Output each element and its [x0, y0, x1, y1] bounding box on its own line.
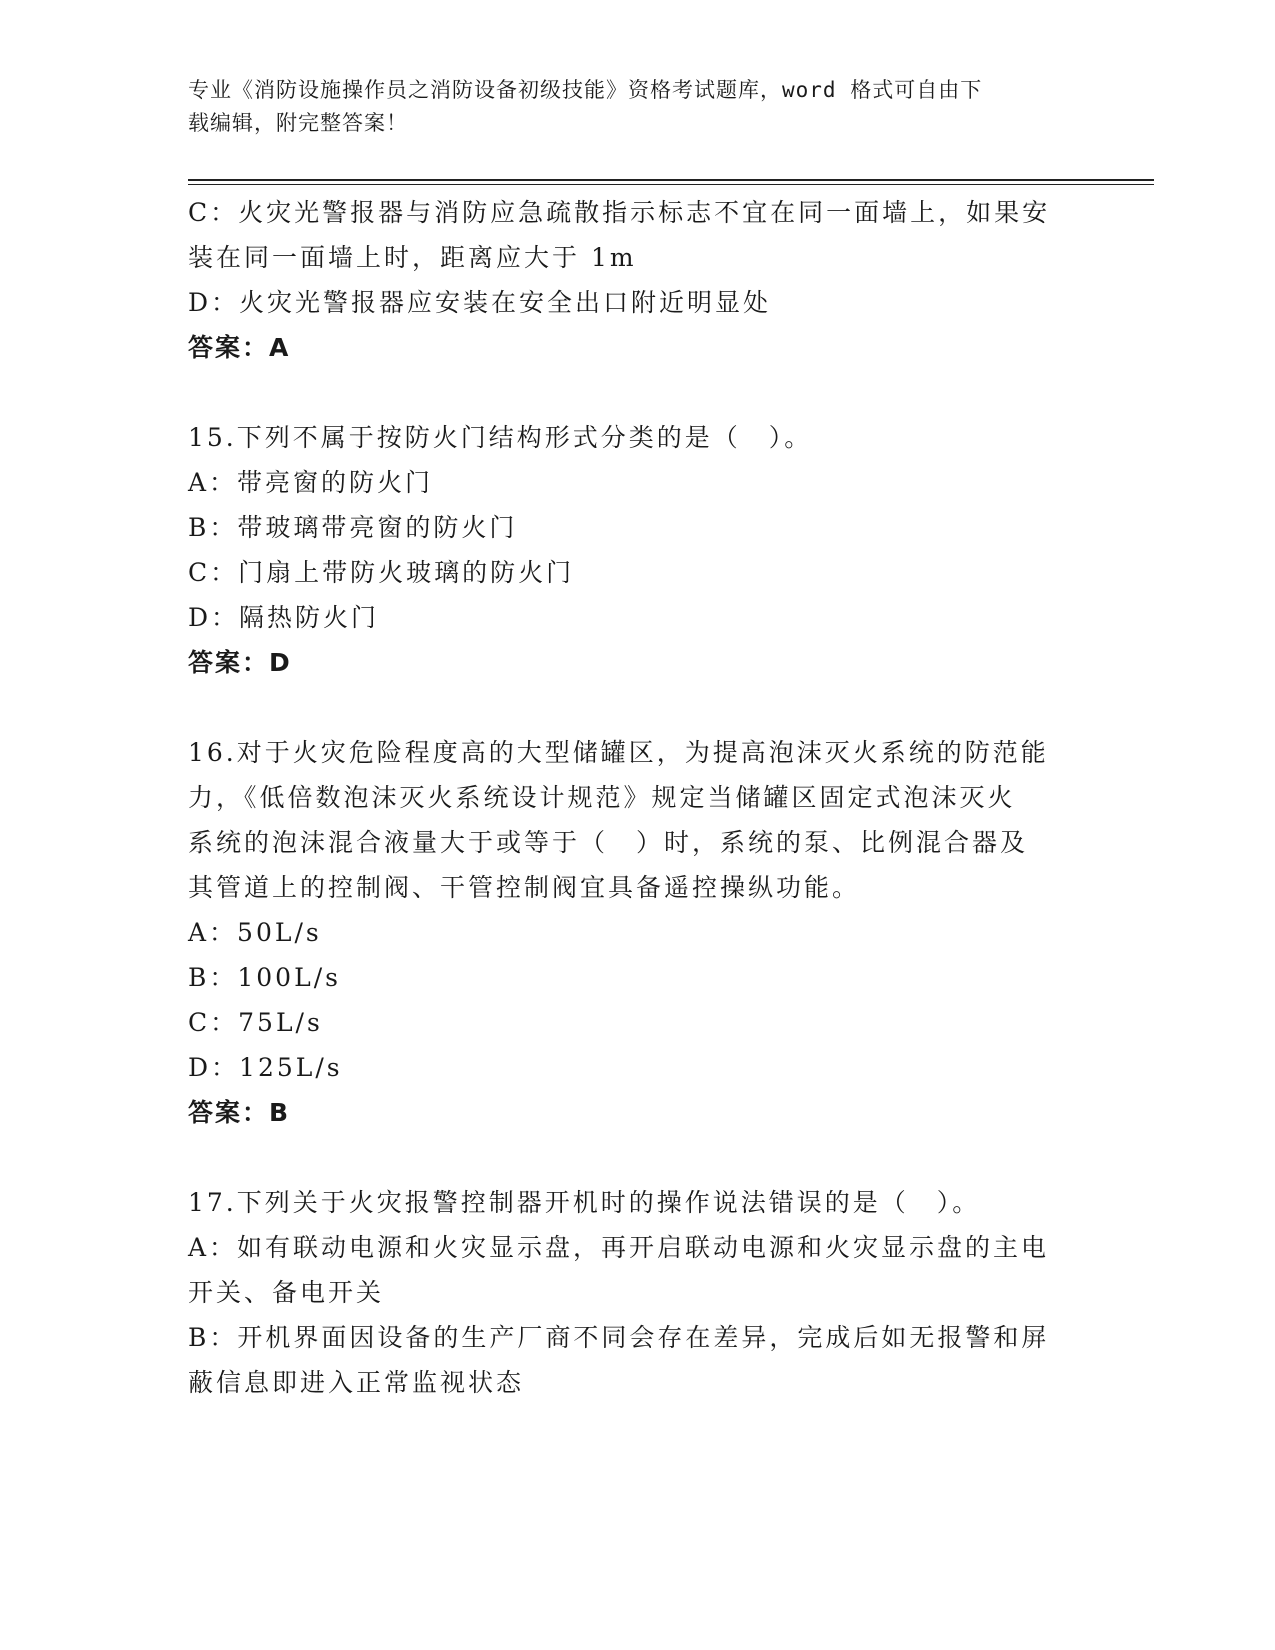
- option-b: B：带玻璃带亮窗的防火门: [188, 513, 518, 542]
- question-text-line-4: 其管道上的控制阀、干管控制阀宜具备遥控操纵功能。: [188, 873, 861, 902]
- question-text-line-3: 系统的泡沫混合液量大于或等于（ ）时，系统的泵、比例混合器及: [188, 828, 1029, 857]
- question-text-line-1: 16.对于火灾危险程度高的大型储罐区，为提高泡沫灭火系统的防范能: [188, 738, 1049, 767]
- spacer: [188, 1135, 1078, 1180]
- header-rule-thin: [188, 184, 1154, 185]
- option-b-line-1: B：开机界面因设备的生产厂商不同会存在差异，完成后如无报警和屏: [188, 1323, 1050, 1352]
- option-d: D：火灾光警报器应安装在安全出口附近明显处: [188, 288, 772, 317]
- question-text-line-2: 力，《低倍数泡沫灭火系统设计规范》规定当储罐区固定式泡沫灭火: [188, 783, 1016, 812]
- option-c-line-1: C：火灾光警报器与消防应急疏散指示标志不宜在同一面墙上，如果安: [188, 198, 1051, 227]
- answer-label: 答案：D: [188, 648, 292, 677]
- option-b-line-2: 蔽信息即进入正常监视状态: [188, 1368, 525, 1397]
- question-14-block: [188, 190, 1078, 370]
- spacer: [188, 370, 1078, 415]
- option-a-line-1: A：如有联动电源和火灾显示盘，再开启联动电源和火灾显示盘的主电: [188, 1233, 1050, 1262]
- header-line-2: 载编辑，附完整答案！: [188, 111, 408, 135]
- header-rule-thick: [188, 179, 1154, 181]
- document-body: [188, 190, 1078, 1405]
- option-a: A：带亮窗的防火门: [188, 468, 434, 497]
- question-text: 17.下列关于火灾报警控制器开机时的操作说法错误的是（ ）。: [188, 1188, 981, 1217]
- option-c: C：门扇上带防火玻璃的防火门: [188, 558, 575, 587]
- header-line-1: 专业《消防设施操作员之消防设备初级技能》资格考试题库，word 格式可自由下: [188, 78, 983, 102]
- answer-label: 答案：B: [188, 1098, 291, 1127]
- question-15-block: [188, 415, 1078, 685]
- option-c: C：75L/s: [188, 1008, 323, 1037]
- option-a-line-2: 开关、备电开关: [188, 1278, 385, 1307]
- option-a: A：50L/s: [188, 918, 322, 947]
- option-d: D：125L/s: [188, 1053, 343, 1082]
- spacer: [188, 685, 1078, 730]
- option-c-line-2: 装在同一面墙上时，距离应大于 1m: [188, 243, 637, 272]
- question-17-block: [188, 1180, 1078, 1405]
- question-text: 15.下列不属于按防火门结构形式分类的是（ ）。: [188, 423, 813, 452]
- answer-label: 答案：A: [188, 333, 291, 362]
- question-16-block: [188, 730, 1078, 1135]
- option-d: D：隔热防火门: [188, 603, 380, 632]
- page-header: [188, 74, 1068, 140]
- option-b: B：100L/s: [188, 963, 341, 992]
